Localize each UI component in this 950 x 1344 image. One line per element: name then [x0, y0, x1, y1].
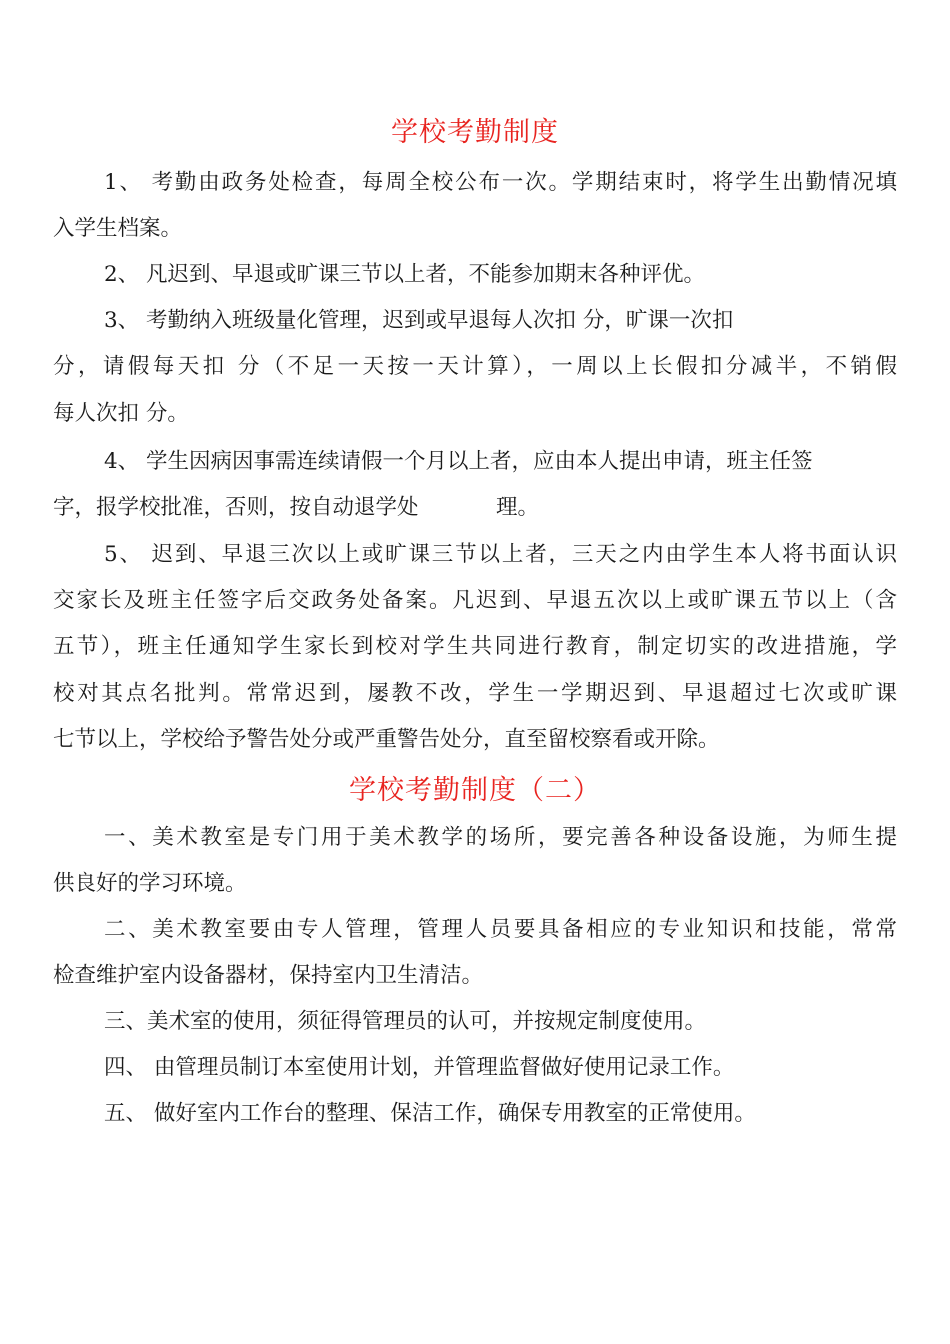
s1-p5-line5: 七节以上，学校给予警告处分或严重警告处分，直至留校察看或开除。 — [53, 727, 720, 752]
s2-p3-line1: 三、美术室的使用，须征得管理员的认可，并按规定制度使用。 — [104, 1009, 707, 1034]
s1-p1-line1: 1、 考勤由政务处检查，每周全校公布一次。学期结束时，将学生出勤情况填 — [104, 170, 897, 195]
s1-p2-line1: 2、 凡迟到、早退或旷课三节以上者，不能参加期末各种评优。 — [104, 262, 706, 287]
s1-p4-line2a: 字，报学校批准，否则，按自动退学处 — [53, 495, 419, 520]
s2-p4-line1: 四、 由管理员制订本室使用计划，并管理监督做好使用记录工作。 — [104, 1055, 735, 1080]
s1-p3-line2: 分，请假每天扣 分（不足一天按一天计算），一周以上长假扣分减半，不销假 — [53, 354, 897, 379]
s2-p2-line2: 检查维护室内设备器材，保持室内卫生清洁。 — [53, 963, 484, 988]
s1-p4-line1: 4、 学生因病因事需连续请假一个月以上者，应由本人提出申请，班主任签 — [104, 449, 813, 474]
s1-p4-line2b: 理。 — [496, 495, 540, 520]
s1-p5-line2: 交家长及班主任签字后交政务处备案。凡迟到、早退五次以上或旷课五节以上（含 — [53, 588, 897, 613]
section1-title: 学校考勤制度 — [391, 117, 559, 148]
s1-p1-line2: 入学生档案。 — [53, 216, 183, 241]
s2-p1-line2: 供良好的学习环境。 — [53, 871, 247, 896]
s1-p5-line1: 5、 迟到、早退三次以上或旷课三节以上者，三天之内由学生本人将书面认识 — [104, 542, 897, 567]
s1-p5-line3: 五节），班主任通知学生家长到校对学生共同进行教育，制定切实的改进措施，学 — [53, 634, 897, 659]
s2-p5-line1: 五、 做好室内工作台的整理、保洁工作，确保专用教室的正常使用。 — [104, 1101, 756, 1126]
s2-p1-line1: 一、美术教室是专门用于美术教学的场所，要完善各种设备设施，为师生提 — [104, 825, 897, 850]
s2-p2-line1: 二、美术教室要由专人管理，管理人员要具备相应的专业知识和技能，常常 — [104, 917, 897, 942]
s1-p3-line1: 3、 考勤纳入班级量化管理，迟到或早退每人次扣 分，旷课一次扣 — [104, 308, 734, 333]
s1-p3-line3: 每人次扣 分。 — [53, 401, 189, 426]
section2-title: 学校考勤制度（二） — [349, 775, 601, 806]
s1-p5-line4: 校对其点名批判。常常迟到，屡教不改，学生一学期迟到、早退超过七次或旷课 — [53, 681, 897, 706]
